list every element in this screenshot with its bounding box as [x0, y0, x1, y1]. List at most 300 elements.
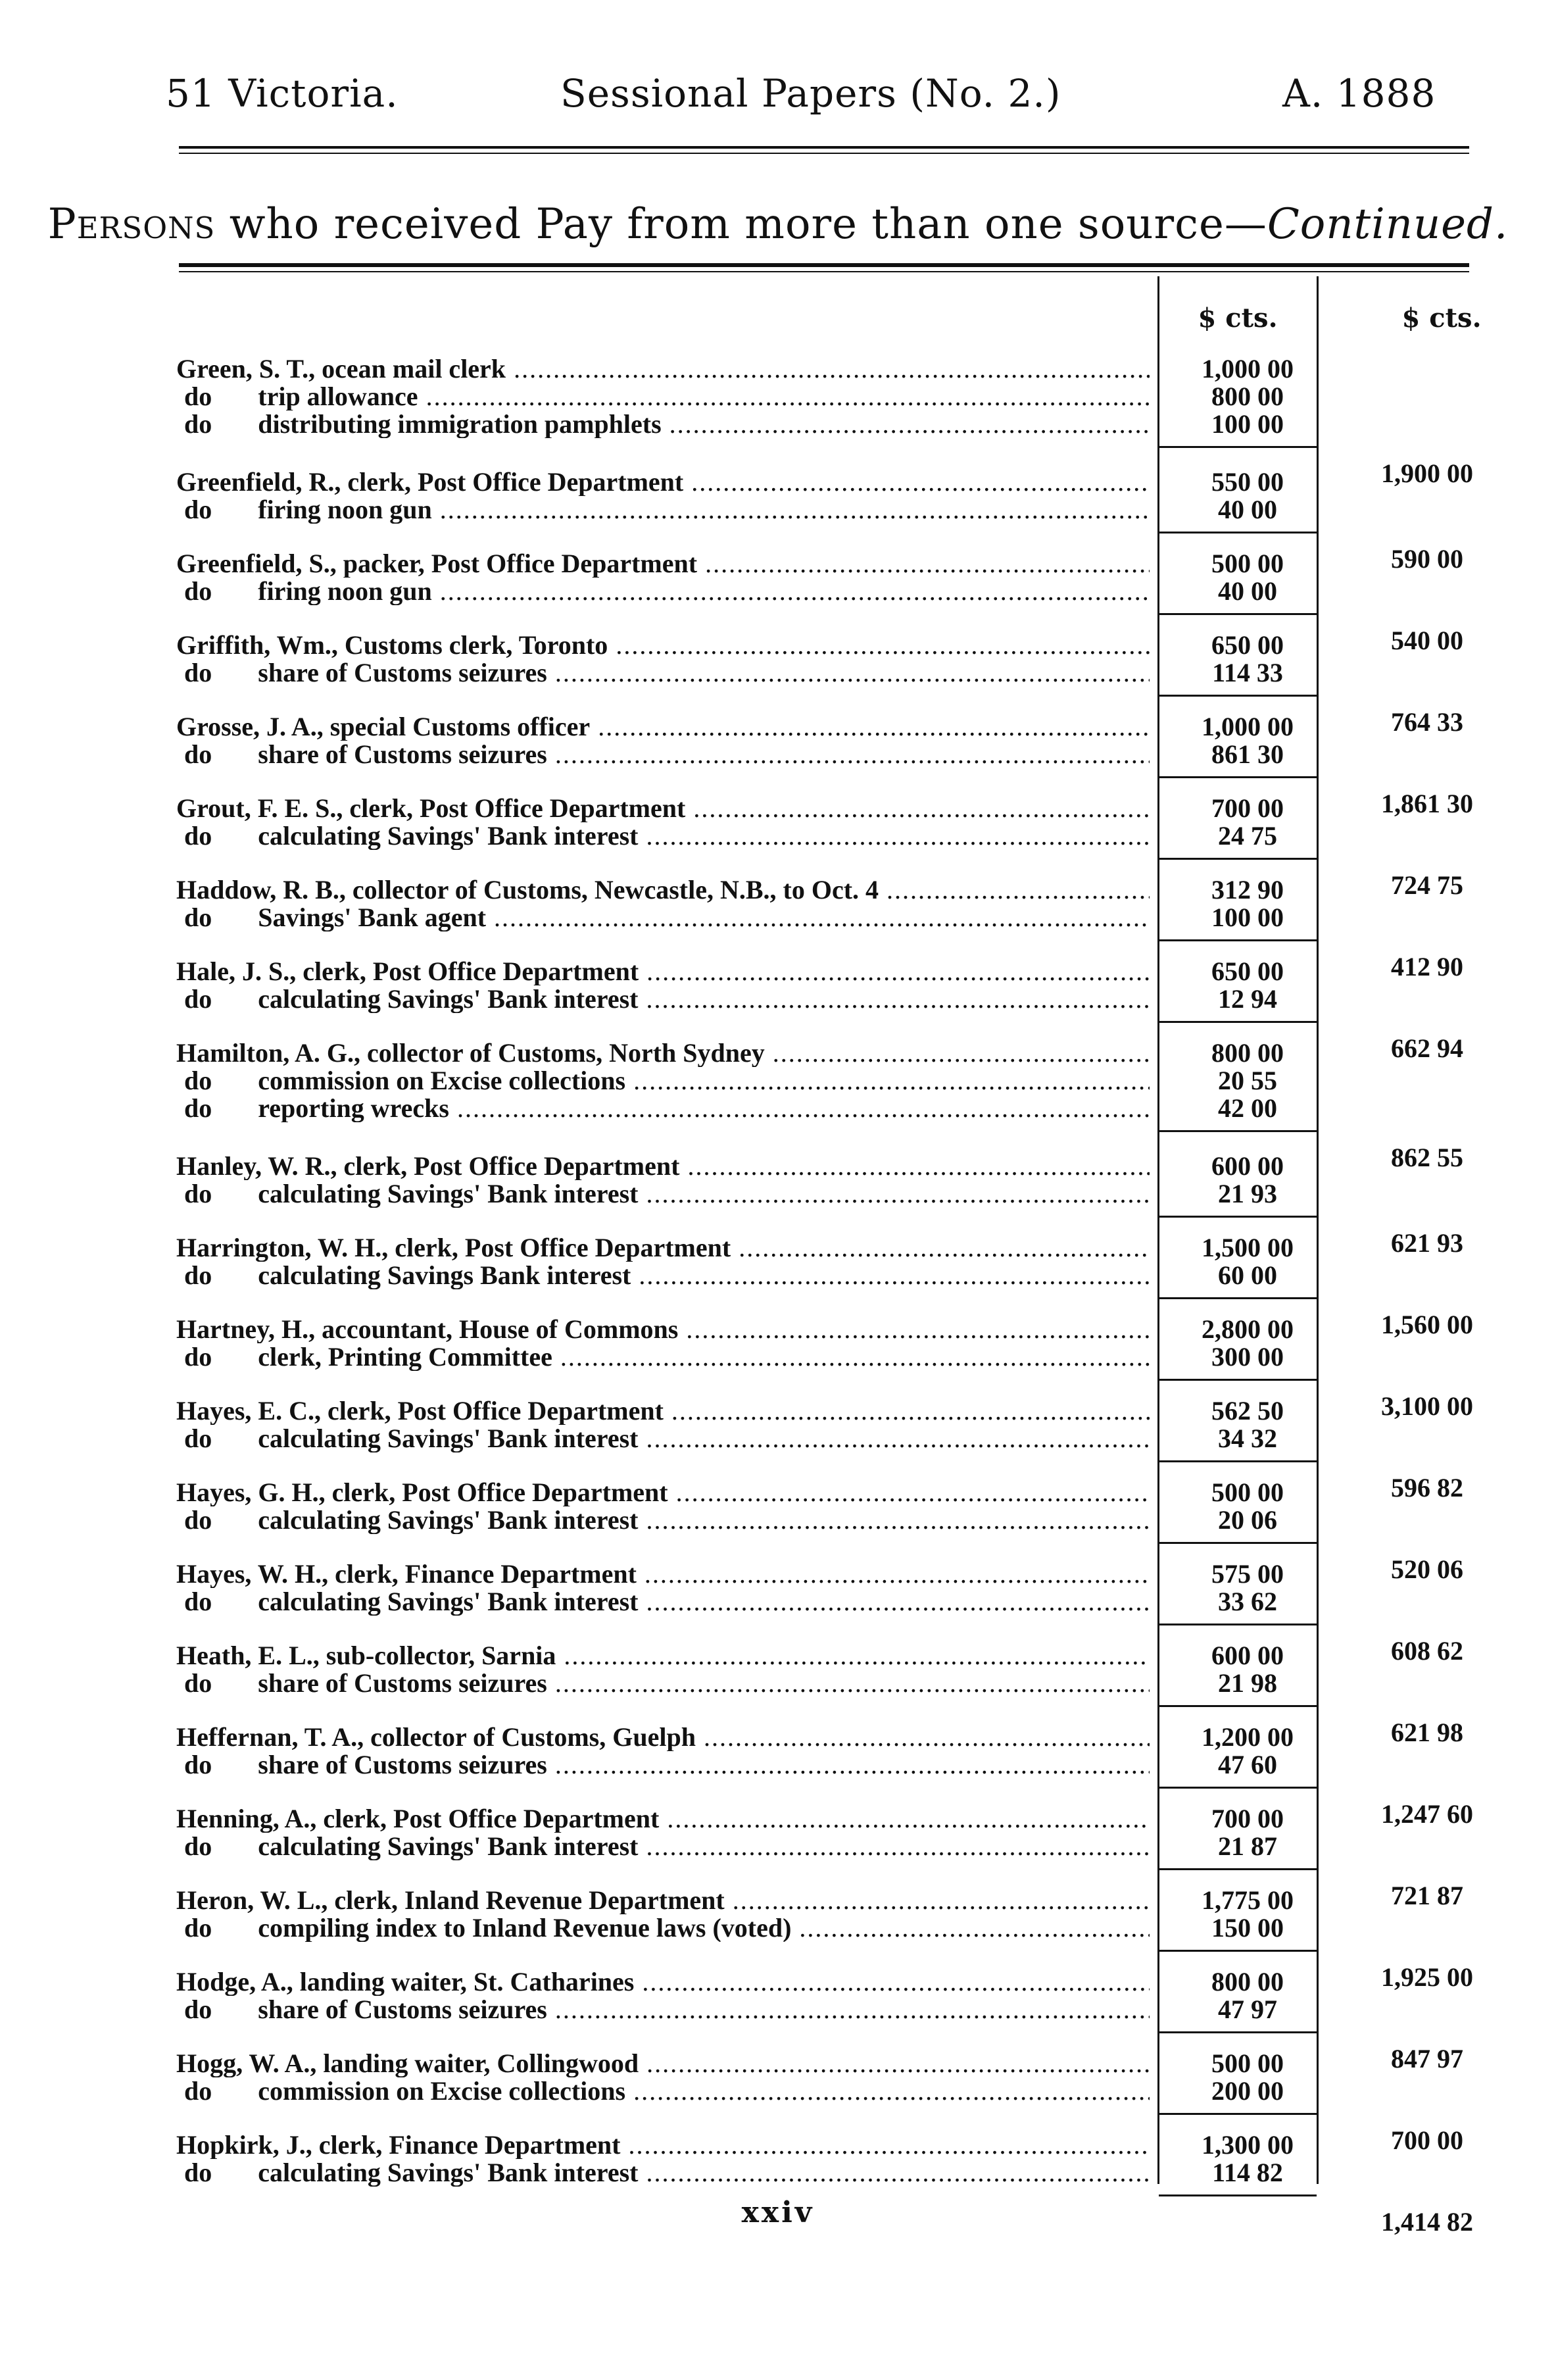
subtotal-rule — [1159, 858, 1317, 860]
entry-description — [176, 1479, 1150, 1506]
entry-description — [176, 1723, 1150, 1751]
amount-cell: 1,000 00 — [1202, 712, 1294, 741]
entry-description — [176, 1506, 1150, 1534]
amount-cell: 2,800 00 — [1202, 1314, 1294, 1344]
entry-total: 764 33 — [1391, 707, 1463, 737]
entry-description — [176, 1670, 1150, 1697]
entry-sub-line — [176, 2159, 1492, 2187]
entry-description — [176, 1751, 1150, 1779]
subtotal-rule — [1159, 1868, 1317, 1870]
service-description: calculating Savings' Bank interest — [258, 985, 639, 1013]
leader-dots — [765, 1039, 1150, 1067]
leader-dots — [637, 1560, 1150, 1588]
leader-dots — [679, 1153, 1150, 1180]
entry-main-line — [176, 1479, 1492, 1506]
entry-sub-line — [176, 985, 1492, 1013]
person-name-and-post: Grout, F. E. S., clerk, Post Office Department — [176, 795, 686, 822]
entry-main-line — [176, 1968, 1492, 1996]
entry-sub-line — [176, 578, 1492, 605]
ditto-mark: do — [184, 1095, 212, 1122]
person-name-and-post: Heffernan, T. A., collector of Customs, Guelph — [176, 1723, 696, 1751]
amount-cell: 20 06 — [1218, 1505, 1277, 1535]
ditto-mark: do — [184, 1506, 212, 1534]
title-continued: Continued. — [1267, 200, 1509, 249]
entry-description — [176, 1343, 1150, 1371]
amount-cell: 114 82 — [1212, 2158, 1283, 2187]
entry-description — [176, 355, 1150, 383]
leader-dots — [552, 1343, 1150, 1371]
leader-dots — [731, 1234, 1150, 1262]
service-description: calculating Savings' Bank interest — [258, 1180, 639, 1208]
entry-description — [176, 632, 1150, 659]
entry-description — [176, 1560, 1150, 1588]
amount-cell: 1,500 00 — [1202, 1233, 1294, 1262]
service-description: compiling index to Inland Revenue laws (voted) — [258, 1914, 792, 1942]
entry-sub-line — [176, 1914, 1492, 1942]
entry-description — [176, 578, 1150, 605]
ditto-mark: do — [184, 578, 212, 605]
entry-sub-line — [176, 1751, 1492, 1779]
leader-dots — [638, 2159, 1150, 2187]
entry-main-line — [176, 876, 1492, 904]
service-description: distributing immigration pamphlets — [258, 410, 662, 438]
entry-total: 1,861 30 — [1381, 789, 1473, 818]
leader-dots — [638, 1833, 1150, 1860]
entry-main-line — [176, 1397, 1492, 1425]
sessional-papers-label: Sessional Papers (No. 2.) — [560, 71, 1061, 116]
amount-cell: 562 50 — [1211, 1396, 1284, 1426]
amount-cell: 100 00 — [1211, 903, 1284, 932]
service-description: calculating Savings' Bank interest — [258, 2159, 639, 2187]
subtotal-rule — [1159, 1624, 1317, 1625]
leader-dots — [625, 1067, 1150, 1095]
header-rule-top — [179, 146, 1469, 149]
entry-description — [176, 2131, 1150, 2159]
entry-description — [176, 1887, 1150, 1914]
entry-total: 621 93 — [1391, 1228, 1463, 1258]
entry-total: 1,900 00 — [1381, 459, 1473, 488]
subtotal-rule — [1159, 1460, 1317, 1462]
entry-total: 608 62 — [1391, 1636, 1463, 1666]
person-name-and-post: Hale, J. S., clerk, Post Office Department — [176, 958, 639, 985]
service-description: share of Customs seizures — [258, 741, 547, 768]
service-description: calculating Savings' Bank interest — [258, 1425, 639, 1452]
entry-description — [176, 904, 1150, 931]
amount-cell: 800 00 — [1211, 1038, 1284, 1068]
leader-dots — [697, 550, 1150, 578]
entry-sub-line — [176, 1095, 1492, 1122]
entry-total: 596 82 — [1391, 1473, 1463, 1502]
amount-cell: 800 00 — [1211, 1967, 1284, 1996]
entry-description — [176, 985, 1150, 1013]
page-title — [0, 200, 1556, 249]
entry-sub-line — [176, 1588, 1492, 1616]
person-name-and-post: Henning, A., clerk, Post Office Department — [176, 1805, 660, 1833]
service-description: firing noon gun — [258, 578, 432, 605]
subtotal-rule — [1159, 1542, 1317, 1544]
service-description: trip allowance — [258, 383, 418, 410]
entry-description — [176, 1153, 1150, 1180]
leader-dots — [625, 2077, 1150, 2105]
person-name-and-post: Hodge, A., landing waiter, St. Catharines — [176, 1968, 635, 1996]
ditto-mark: do — [184, 741, 212, 768]
leader-dots — [631, 1262, 1150, 1289]
service-description: Savings' Bank agent — [258, 904, 487, 931]
amount-cell: 114 33 — [1212, 658, 1283, 687]
amount-cell: 21 98 — [1218, 1668, 1277, 1698]
entry-description — [176, 1397, 1150, 1425]
amount-cell: 150 00 — [1211, 1913, 1284, 1943]
entry-main-line — [176, 1153, 1492, 1180]
entry-sub-line — [176, 1833, 1492, 1860]
service-description: calculating Savings Bank interest — [258, 1262, 631, 1289]
entry-description — [176, 410, 1150, 438]
amount-cell: 21 93 — [1218, 1179, 1277, 1208]
amount-cell: 312 90 — [1211, 875, 1284, 905]
amount-cell: 42 00 — [1218, 1093, 1277, 1123]
entry-description — [176, 2050, 1150, 2077]
entry-total: 1,414 82 — [1381, 2207, 1473, 2237]
ditto-mark: do — [184, 1833, 212, 1860]
entry-description — [176, 1642, 1150, 1670]
leader-dots — [634, 1968, 1150, 1996]
entry-main-line — [176, 1723, 1492, 1751]
entry-sub-line — [176, 904, 1492, 931]
leader-dots — [662, 410, 1150, 438]
ditto-mark: do — [184, 410, 212, 438]
service-description: commission on Excise collections — [258, 1067, 626, 1095]
person-name-and-post: Harrington, W. H., clerk, Post Office Department — [176, 1234, 731, 1262]
subtotal-rule — [1159, 1216, 1317, 1218]
entry-main-line — [176, 1039, 1492, 1067]
entry-total: 412 90 — [1391, 952, 1463, 981]
entry-total: 862 55 — [1391, 1143, 1463, 1172]
leader-dots — [638, 1425, 1150, 1452]
entry-sub-line — [176, 1996, 1492, 2023]
entry-description — [176, 876, 1150, 904]
amount-cell: 550 00 — [1211, 467, 1284, 497]
entry-total: 1,925 00 — [1381, 1962, 1473, 1992]
entry-description — [176, 550, 1150, 578]
entry-main-line — [176, 632, 1492, 659]
leader-dots — [638, 1180, 1150, 1208]
amount-cell: 40 00 — [1218, 576, 1277, 606]
entry-description — [176, 1914, 1150, 1942]
subtotal-rule — [1159, 939, 1317, 941]
leader-dots — [432, 578, 1150, 605]
entry-sub-line — [176, 1343, 1492, 1371]
amount-cell: 500 00 — [1211, 549, 1284, 578]
leader-dots — [506, 355, 1150, 383]
ditto-mark: do — [184, 2159, 212, 2187]
ditto-mark: do — [184, 2077, 212, 2105]
entry-description — [176, 659, 1150, 687]
ditto-mark: do — [184, 904, 212, 931]
leader-dots — [432, 496, 1150, 524]
leader-dots — [418, 383, 1150, 410]
service-description: share of Customs seizures — [258, 1751, 547, 1779]
subtotal-rule — [1159, 1705, 1317, 1707]
entry-total: 847 97 — [1391, 2044, 1463, 2073]
entry-sub-line — [176, 741, 1492, 768]
year-label: A. 1888 — [1282, 71, 1436, 116]
person-name-and-post: Hopkirk, J., clerk, Finance Department — [176, 2131, 621, 2159]
entry-description — [176, 1588, 1150, 1616]
entry-main-line — [176, 468, 1492, 496]
leader-dots — [547, 1996, 1150, 2023]
service-description: reporting wrecks — [258, 1095, 449, 1122]
subtotal-rule — [1159, 1379, 1317, 1381]
leader-dots — [638, 985, 1150, 1013]
entry-sub-line — [176, 1067, 1492, 1095]
ditto-mark: do — [184, 1425, 212, 1452]
ditto-mark: do — [184, 1670, 212, 1697]
entry-description — [176, 1262, 1150, 1289]
amount-cell: 800 00 — [1211, 382, 1284, 411]
service-description: share of Customs seizures — [258, 1996, 547, 2023]
amount-cell: 60 00 — [1218, 1260, 1277, 1290]
person-name-and-post: Grosse, J. A., special Customs officer — [176, 713, 591, 741]
amount-cell: 700 00 — [1211, 793, 1284, 823]
person-name-and-post: Hartney, H., accountant, House of Commons — [176, 1316, 679, 1343]
service-description: calculating Savings' Bank interest — [258, 1833, 639, 1860]
amount-column-header: $ cts. — [1198, 303, 1278, 334]
entry-description — [176, 1039, 1150, 1067]
leader-dots — [664, 1397, 1150, 1425]
leader-dots — [638, 822, 1150, 850]
leader-dots — [638, 1506, 1150, 1534]
ditto-mark: do — [184, 985, 212, 1013]
entry-main-line — [176, 1560, 1492, 1588]
amount-cell: 24 75 — [1218, 821, 1277, 851]
entry-description — [176, 795, 1150, 822]
ditto-mark: do — [184, 383, 212, 410]
entry-description — [176, 1996, 1150, 2023]
person-name-and-post: Haddow, R. B., collector of Customs, Newcastle, N.B., to Oct. 4 — [176, 876, 879, 904]
entry-main-line — [176, 355, 1492, 383]
title-rule-thick — [179, 263, 1469, 267]
amount-cell: 47 60 — [1218, 1750, 1277, 1779]
subtotal-rule — [1159, 1021, 1317, 1023]
entry-total: 590 00 — [1391, 544, 1463, 574]
entry-description — [176, 1425, 1150, 1452]
page-number: xxiv — [741, 2196, 815, 2229]
entry-description — [176, 1316, 1150, 1343]
person-name-and-post: Heron, W. L., clerk, Inland Revenue Department — [176, 1887, 725, 1914]
subtotal-rule — [1159, 532, 1317, 533]
entry-total: 540 00 — [1391, 626, 1463, 655]
entry-description — [176, 958, 1150, 985]
entry-sub-line — [176, 496, 1492, 524]
amount-cell: 200 00 — [1211, 2076, 1284, 2106]
subtotal-rule — [1159, 776, 1317, 778]
amount-cell: 500 00 — [1211, 2048, 1284, 2078]
entry-total: 3,100 00 — [1381, 1391, 1473, 1421]
ditto-mark: do — [184, 1262, 212, 1289]
entry-description — [176, 383, 1150, 410]
entry-total: 520 06 — [1391, 1554, 1463, 1584]
entry-sub-line — [176, 1506, 1492, 1534]
amount-cell: 700 00 — [1211, 1804, 1284, 1833]
amount-cell: 12 94 — [1218, 984, 1277, 1014]
leader-dots — [638, 1588, 1150, 1616]
entry-sub-line — [176, 1180, 1492, 1208]
amount-cell: 600 00 — [1211, 1641, 1284, 1670]
session-label: 51 Victoria. — [166, 71, 399, 116]
leader-dots — [659, 1805, 1150, 1833]
entry-description — [176, 496, 1150, 524]
entry-sub-line — [176, 383, 1492, 410]
service-description: calculating Savings' Bank interest — [258, 1506, 639, 1534]
entry-total: 1,247 60 — [1381, 1799, 1473, 1829]
leader-dots — [685, 795, 1150, 822]
leader-dots — [547, 1670, 1150, 1697]
entry-main-line — [176, 958, 1492, 985]
entry-main-line — [176, 795, 1492, 822]
service-description: calculating Savings' Bank interest — [258, 1588, 639, 1616]
entry-main-line — [176, 1316, 1492, 1343]
entry-main-line — [176, 1805, 1492, 1833]
ditto-mark: do — [184, 1343, 212, 1371]
ditto-mark: do — [184, 1996, 212, 2023]
header-rule-bottom — [179, 153, 1469, 154]
leader-dots — [683, 468, 1150, 496]
entry-description — [176, 1180, 1150, 1208]
entry-main-line — [176, 2050, 1492, 2077]
amount-cell: 650 00 — [1211, 956, 1284, 986]
entry-description — [176, 468, 1150, 496]
person-name-and-post: Hanley, W. R., clerk, Post Office Department — [176, 1153, 680, 1180]
service-description: commission on Excise collections — [258, 2077, 626, 2105]
entry-description — [176, 1234, 1150, 1262]
amount-cell: 47 97 — [1218, 1995, 1277, 2024]
service-description: calculating Savings' Bank interest — [258, 822, 639, 850]
ditto-mark: do — [184, 1914, 212, 1942]
amount-cell: 1,000 00 — [1202, 354, 1294, 384]
leader-dots — [678, 1316, 1150, 1343]
amount-cell: 861 30 — [1211, 739, 1284, 769]
person-name-and-post: Hogg, W. A., landing waiter, Collingwood — [176, 2050, 639, 2077]
amount-cell: 1,300 00 — [1202, 2130, 1294, 2160]
leader-dots — [639, 958, 1150, 985]
service-description: share of Customs seizures — [258, 659, 547, 687]
subtotal-rule — [1159, 2113, 1317, 2115]
service-description: share of Customs seizures — [258, 1670, 547, 1697]
leader-dots — [547, 741, 1150, 768]
entry-description — [176, 1833, 1150, 1860]
person-name-and-post: Hamilton, A. G., collector of Customs, North Sydney — [176, 1039, 765, 1067]
title-lead: Persons — [47, 200, 216, 249]
entry-main-line — [176, 1234, 1492, 1262]
subtotal-rule — [1159, 2031, 1317, 2033]
entry-main-line — [176, 2131, 1492, 2159]
amount-cell: 1,775 00 — [1202, 1885, 1294, 1915]
entry-main-line — [176, 713, 1492, 741]
entry-main-line — [176, 550, 1492, 578]
ditto-mark: do — [184, 496, 212, 524]
entry-sub-line — [176, 410, 1492, 438]
entry-total: 1,560 00 — [1381, 1310, 1473, 1339]
entry-description — [176, 1095, 1150, 1122]
amount-cell: 100 00 — [1211, 409, 1284, 439]
entry-description — [176, 2159, 1150, 2187]
subtotal-rule — [1159, 1950, 1317, 1952]
amount-cell: 300 00 — [1211, 1342, 1284, 1372]
amount-cell: 34 32 — [1218, 1424, 1277, 1453]
person-name-and-post: Hayes, W. H., clerk, Finance Department — [176, 1560, 637, 1588]
leader-dots — [639, 2050, 1150, 2077]
subtotal-rule — [1159, 613, 1317, 615]
entry-description — [176, 1968, 1150, 1996]
person-name-and-post: Heath, E. L., sub-collector, Sarnia — [176, 1642, 556, 1670]
entry-sub-line — [176, 822, 1492, 850]
person-name-and-post: Greenfield, S., packer, Post Office Department — [176, 550, 698, 578]
entry-sub-line — [176, 1425, 1492, 1452]
ditto-mark: do — [184, 1751, 212, 1779]
entry-total: 621 98 — [1391, 1718, 1463, 1747]
entry-description — [176, 713, 1150, 741]
leader-dots — [547, 1751, 1150, 1779]
subtotal-rule — [1159, 446, 1317, 448]
leader-dots — [556, 1642, 1150, 1670]
leader-dots — [590, 713, 1150, 741]
leader-dots — [621, 2131, 1150, 2159]
subtotal-rule — [1159, 1787, 1317, 1789]
amount-cell: 575 00 — [1211, 1559, 1284, 1589]
subtotal-rule — [1159, 1297, 1317, 1299]
person-name-and-post: Hayes, E. C., clerk, Post Office Department — [176, 1397, 664, 1425]
entry-main-line — [176, 1642, 1492, 1670]
entry-description — [176, 2077, 1150, 2105]
leader-dots — [725, 1887, 1150, 1914]
entry-total: 700 00 — [1391, 2125, 1463, 2155]
entry-total: 662 94 — [1391, 1033, 1463, 1063]
entry-total: 724 75 — [1391, 870, 1463, 900]
entry-description — [176, 1805, 1150, 1833]
subtotal-rule — [1159, 695, 1317, 697]
ditto-mark: do — [184, 1180, 212, 1208]
amount-cell: 33 62 — [1218, 1587, 1277, 1616]
total-column-header: $ cts. — [1401, 303, 1482, 334]
amount-cell: 21 87 — [1218, 1831, 1277, 1861]
title-rule-thin — [179, 271, 1469, 272]
amount-cell: 1,200 00 — [1202, 1722, 1294, 1752]
entry-sub-line — [176, 659, 1492, 687]
person-name-and-post: Griffith, Wm., Customs clerk, Toronto — [176, 632, 608, 659]
subtotal-rule — [1159, 1130, 1317, 1132]
ditto-mark: do — [184, 659, 212, 687]
entry-main-line — [176, 1887, 1492, 1914]
ditto-mark: do — [184, 1588, 212, 1616]
person-name-and-post: Greenfield, R., clerk, Post Office Department — [176, 468, 684, 496]
service-description: firing noon gun — [258, 496, 432, 524]
amount-cell: 40 00 — [1218, 495, 1277, 524]
leader-dots — [879, 876, 1150, 904]
person-name-and-post: Green, S. T., ocean mail clerk — [176, 355, 506, 383]
amount-cell: 650 00 — [1211, 630, 1284, 660]
ditto-mark: do — [184, 1067, 212, 1095]
entry-total: 721 87 — [1391, 1881, 1463, 1910]
entry-sub-line — [176, 1670, 1492, 1697]
person-name-and-post: Hayes, G. H., clerk, Post Office Department — [176, 1479, 668, 1506]
entry-description — [176, 1067, 1150, 1095]
leader-dots — [486, 904, 1150, 931]
title-middle: who received Pay from more than one source— — [215, 200, 1267, 249]
entry-description — [176, 822, 1150, 850]
leader-dots — [668, 1479, 1150, 1506]
service-description: clerk, Printing Committee — [258, 1343, 552, 1371]
amount-cell: 500 00 — [1211, 1477, 1284, 1507]
